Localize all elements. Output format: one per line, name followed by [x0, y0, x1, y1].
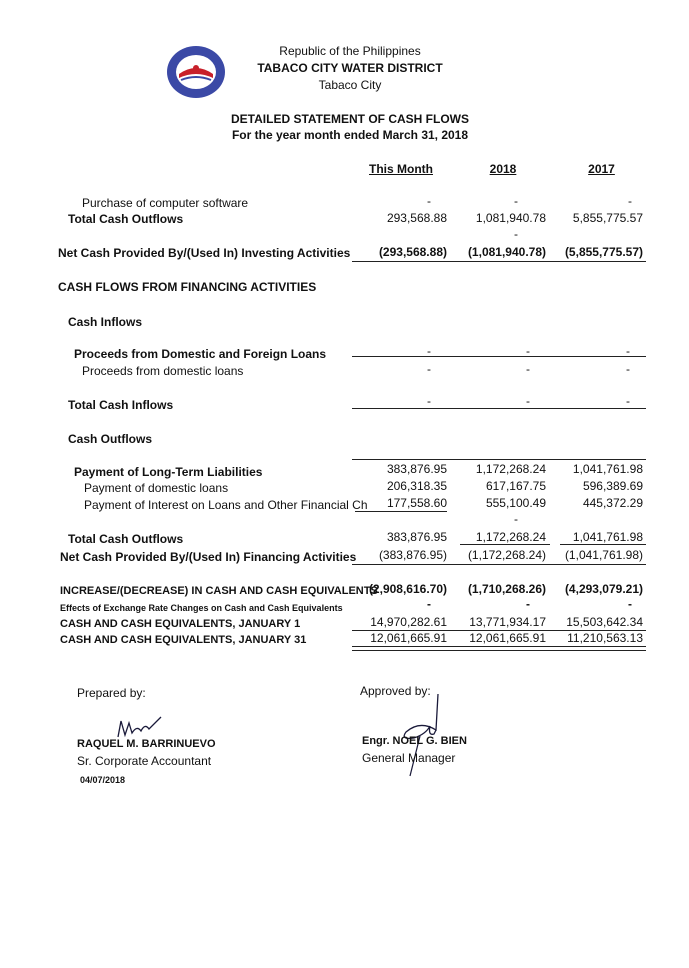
row-value: 1,172,268.24 [475, 462, 546, 476]
section-heading: Cash Inflows [68, 315, 143, 329]
rule [352, 459, 646, 460]
row-value: - [626, 344, 630, 358]
row-value: - [526, 344, 530, 358]
row-value: 555,100.49 [485, 496, 546, 510]
statement-subtitle: For the year month ended March 31, 2018 [231, 128, 469, 142]
row-label: CASH AND CASH EQUIVALENTS, JANUARY 31 [60, 634, 307, 646]
row-value: 12,061,665.91 [370, 631, 447, 645]
row-value: 293,568.88 [386, 211, 447, 225]
approver-name: Engr. NOEL G. BIEN [362, 735, 467, 747]
row-label: Payment of domestic loans [84, 481, 229, 495]
row-label: INCREASE/(DECREASE) IN CASH AND CASH EQUIVALENTS [60, 585, 378, 597]
approver-title: General Manager [362, 751, 456, 765]
row-value: 11,210,563.13 [567, 631, 643, 645]
row-value: - [427, 394, 431, 408]
row-value: 12,061,665.91 [469, 631, 546, 645]
row-value: 445,372.29 [582, 496, 643, 510]
row-value: - [427, 194, 431, 208]
row-label: Total Cash Outflows [68, 532, 184, 546]
org-name: TABACO CITY WATER DISTRICT [257, 61, 443, 75]
city-name: Tabaco City [318, 78, 382, 92]
row-value: (4,293,079.21) [564, 582, 643, 596]
row-value: - [628, 194, 632, 208]
row-value: - [526, 597, 530, 611]
row-value: (383,876.95) [378, 548, 447, 562]
row-value: 617,167.75 [485, 479, 546, 493]
row-label: Total Cash Inflows [68, 398, 174, 412]
section-heading: Cash Outflows [68, 432, 153, 446]
row-value: - [626, 362, 630, 376]
republic-line: Republic of the Philippines [279, 44, 421, 58]
prepared-by-label: Prepared by: [77, 686, 146, 700]
row-value: (1,041,761.98) [564, 548, 643, 562]
row-label: Effects of Exchange Rate Changes on Cash and Cash Equivalents [60, 603, 343, 613]
rule [355, 511, 447, 512]
col-header-this-month: This Month [369, 162, 433, 176]
row-value: 383,876.95 [386, 530, 447, 544]
col-header-2018: 2018 [489, 162, 517, 176]
section-heading: CASH FLOWS FROM FINANCING ACTIVITIES [58, 280, 317, 294]
row-value: - [427, 344, 431, 358]
rule [352, 408, 646, 409]
row-value: 5,855,775.57 [572, 211, 643, 225]
row-value: 1,041,761.98 [572, 530, 643, 544]
row-label: Total Cash Outflows [68, 212, 184, 226]
row-value: (2,908,616.70) [368, 582, 447, 596]
row-value: - [514, 227, 518, 241]
row-label: CASH AND CASH EQUIVALENTS, JANUARY 1 [60, 618, 301, 630]
row-label: Net Cash Provided By/(Used In) Investing Activities [58, 246, 351, 260]
city-seal [165, 44, 227, 100]
row-label: Purchase of computer software [82, 196, 249, 210]
row-value: 206,318.35 [386, 479, 447, 493]
row-value: - [526, 394, 530, 408]
approved-by-label: Approved by: [360, 684, 431, 698]
row-value: 1,081,940.78 [475, 211, 546, 225]
rule [460, 544, 550, 545]
row-value: - [628, 597, 632, 611]
row-value: 14,970,282.61 [370, 615, 447, 629]
prepared-date: 04/07/2018 [80, 775, 126, 785]
rule [352, 564, 646, 565]
rule [352, 356, 646, 357]
row-value: - [514, 194, 518, 208]
row-value: (293,568.88) [378, 245, 447, 259]
row-value: - [427, 597, 431, 611]
row-label: Payment of Long-Term Liabilities [74, 465, 263, 479]
row-value: 15,503,642.34 [566, 615, 643, 629]
row-value: 177,558.60 [386, 496, 447, 510]
col-header-2017: 2017 [588, 162, 615, 176]
row-value: - [626, 394, 630, 408]
row-value: 383,876.95 [386, 462, 447, 476]
row-label: Payment of Interest on Loans and Other Financial Ch [84, 498, 368, 512]
rule [352, 261, 646, 262]
row-value: 1,172,268.24 [475, 530, 546, 544]
row-value: (1,710,268.26) [467, 582, 546, 596]
row-value: 13,771,934.17 [469, 615, 546, 629]
statement-title: DETAILED STATEMENT OF CASH FLOWS [231, 112, 469, 126]
row-value: 1,041,761.98 [572, 462, 643, 476]
row-label: Proceeds from Domestic and Foreign Loans [74, 347, 327, 361]
rule [560, 544, 646, 545]
row-value: - [526, 362, 530, 376]
row-label: Proceeds from domestic loans [82, 364, 244, 378]
row-value: (5,855,775.57) [564, 245, 643, 259]
preparer-name: RAQUEL M. BARRINUEVO [77, 738, 216, 750]
preparer-title: Sr. Corporate Accountant [77, 754, 212, 768]
row-value: (1,172,268.24) [467, 548, 546, 562]
row-value: 596,389.69 [582, 479, 643, 493]
row-label: Net Cash Provided By/(Used In) Financing Activities [60, 550, 357, 564]
row-value: - [514, 512, 518, 526]
double-rule [352, 646, 646, 651]
row-value: - [427, 362, 431, 376]
row-value: (1,081,940.78) [467, 245, 546, 259]
